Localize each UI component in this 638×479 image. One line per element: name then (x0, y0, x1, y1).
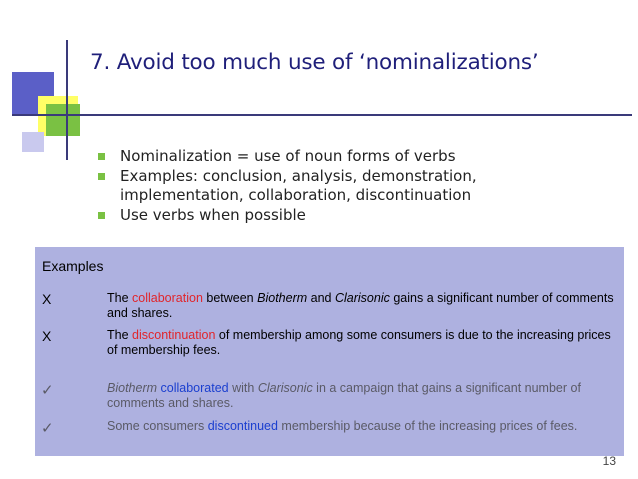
bullet-text: Nominalization = use of noun forms of verbs (120, 147, 456, 165)
examples-box (35, 247, 624, 456)
verb-highlight: collaborated (160, 381, 229, 395)
decor-vertical-line (66, 40, 68, 160)
bullet-list (96, 147, 536, 225)
checkmark-icon: ✓ (41, 382, 54, 399)
checkmark-icon: ✓ (41, 420, 54, 437)
bullet-square-icon (98, 212, 105, 219)
bullet-item (96, 147, 536, 167)
bullet-square-icon (98, 173, 105, 180)
decor-square-light (22, 132, 44, 152)
example-text: Some consumers discontinued membership because of the increasing prices of fees. (107, 419, 578, 433)
nominalization-highlight: collaboration (132, 291, 203, 305)
x-mark-icon: X (42, 291, 52, 307)
example-text: The discontinuation of membership among some consumers is due to the increasing prices of membership fees. (107, 328, 611, 357)
x-mark-icon: X (42, 328, 52, 344)
example-text: The collaboration between Biotherm and Clarisonic gains a significant number of comments and shares. (107, 291, 614, 320)
bullet-text: Examples: conclusion, analysis, demonstration, implementation, collaboration, discontinuation (120, 166, 477, 204)
bullet-text: Use verbs when possible (120, 205, 306, 224)
decor-square-green (46, 104, 80, 136)
example-text: Biotherm collaborated with Clarisonic in a campaign that gains a significant number of comments and shares. (107, 381, 581, 410)
nominalization-highlight: discontinuation (132, 328, 216, 342)
bullet-item (96, 167, 536, 206)
bullet-square-icon (98, 153, 105, 160)
page-number: 13 (602, 454, 616, 468)
bullet-item (96, 206, 536, 226)
verb-highlight: discontinued (207, 419, 278, 433)
decor-horizontal-line (12, 114, 632, 116)
slide-title: 7. Avoid too much use of ‘nominalizations’ (90, 50, 539, 75)
examples-heading: Examples (42, 258, 104, 274)
